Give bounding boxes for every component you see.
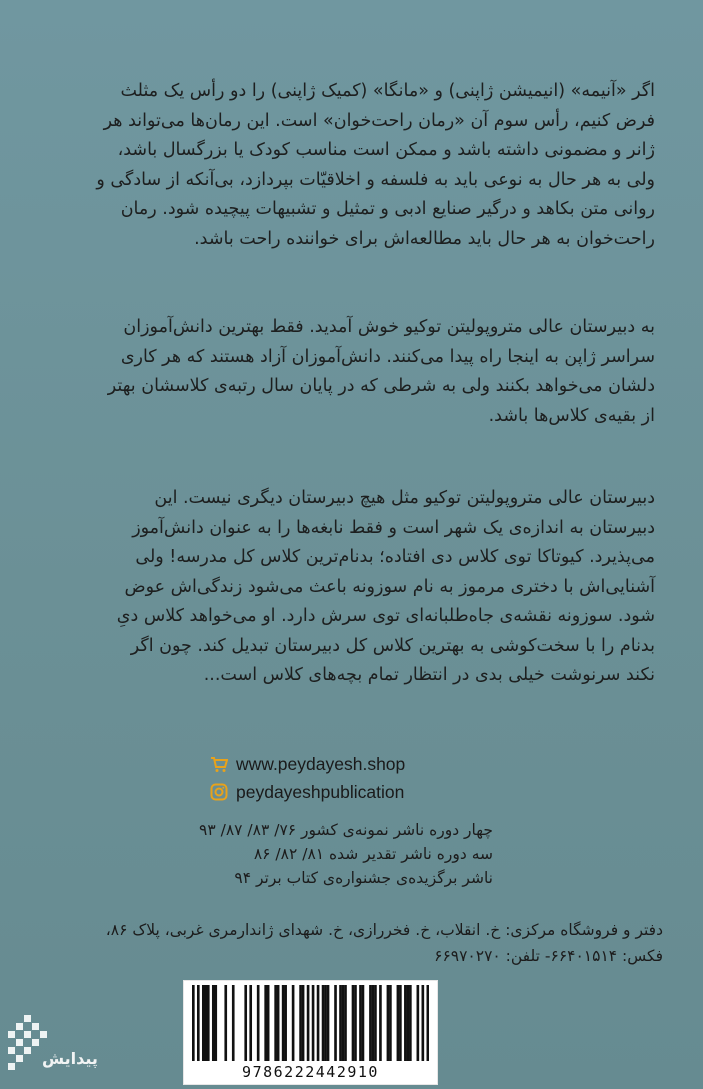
barcode-bar [312, 985, 315, 1061]
barcode-bar [342, 985, 345, 1061]
barcode-bar [212, 985, 215, 1061]
barcode-bar [362, 985, 365, 1061]
blurb-line: آشنایی‌اش با دختری مرموز به نام سوزونه باعث می‌شود زندگی‌اش عوض [124, 576, 655, 597]
barcode-bar [282, 985, 285, 1061]
barcode-bar [292, 985, 295, 1061]
barcode-bar [202, 985, 205, 1061]
blurb-paragraph-1 [55, 77, 655, 254]
blurb-line: به دبیرستان عالی متروپولیتن توکیو خوش آمدید. فقط بهترین دانش‌آموزان [123, 317, 655, 337]
barcode-bar [257, 985, 260, 1061]
barcode-bar [322, 985, 325, 1061]
blurb-line: دبیرستان به اندازه‌ی یک شهر است و فقط نابغه‌ها را به عنوان دانش‌آموز [132, 517, 655, 538]
publisher-logo-name: پیدایش [42, 1049, 98, 1068]
barcode-bar [369, 985, 372, 1061]
instagram-handle: peydayeshpublication [236, 781, 405, 802]
blurb-line: فرض کنیم، رأس سوم آن «رمان راحت‌خوان» است. این رمان‌ها می‌تواند هر [103, 110, 655, 131]
barcode-bar [374, 985, 377, 1061]
barcode-bar [379, 985, 382, 1061]
barcode-bar [339, 985, 342, 1061]
barcode-bar [204, 985, 207, 1061]
barcode-bar [249, 985, 252, 1061]
contact-line: فکس: ۶۶۴۰۱۵۱۴- تلفن: ۶۶۹۷۰۲۷۰ [434, 947, 663, 965]
barcode-bar [397, 985, 400, 1061]
barcode-bar [389, 985, 392, 1061]
publisher-awards [199, 818, 493, 890]
instagram-icon [210, 783, 228, 801]
publisher-logo [8, 1013, 98, 1083]
award-line: سه دوره ناشر تقدیر شده ۸۱/ ۸۲/ ۸۶ [253, 845, 493, 863]
barcode-bar [232, 985, 235, 1061]
barcode-bar [387, 985, 390, 1061]
blurb-line: می‌پذیرد. کیوتاکا توی کلاس دی افتاده؛ بدنام‌ترین کلاس کل مدرسه! ولی [135, 547, 655, 567]
barcode-bar [192, 985, 195, 1061]
barcode-bar [207, 985, 210, 1061]
barcode-bar [299, 985, 302, 1061]
blurb-line: سراسر ژاپن به اینجا راه پیدا می‌کنند. دانش‌آموزان آزاد هستند که هر کاری [120, 346, 655, 367]
barcode-bar [427, 985, 429, 1061]
barcode-bar [352, 985, 355, 1061]
isbn-number: 9786222442910 [242, 1063, 379, 1081]
blurb-line: ژانر و مضمونی داشته باشد و ممکن است مناسب کودک یا بزرگسال باشد، [117, 140, 655, 160]
barcode-bar [327, 985, 330, 1061]
blurb-line: نکند سرنوشت خیلی بدی در انتظار تمام بچه‌های کلاس است... [203, 665, 655, 685]
barcode-bars [192, 985, 429, 1061]
isbn-barcode [183, 980, 438, 1085]
shop-url: www.peydayesh.shop [236, 753, 406, 774]
barcode-bar [359, 985, 362, 1061]
blurb-line: از بقیه‌ی کلاس‌ها باشد. [488, 405, 655, 426]
blurb-line: دلشان می‌خواهد بکنند ولی به شرطی که در پایان سال رتبه‌ی کلاسشان بهتر [107, 376, 655, 396]
instagram-link[interactable] [210, 778, 405, 806]
barcode-bar [197, 985, 200, 1061]
barcode-bar [334, 985, 337, 1061]
award-line: چهار دوره ناشر نمونه‌ی کشور ۷۶/ ۸۳/ ۸۷/ ۹۳ [199, 821, 493, 839]
barcode-bar [404, 985, 407, 1061]
barcode-bar [417, 985, 420, 1061]
barcode-bar [277, 985, 280, 1061]
barcode-bar [244, 985, 247, 1061]
barcode-bar [307, 985, 310, 1061]
award-line: ناشر برگزیده‌ی جشنواره‌ی کتاب برتر ۹۴ [234, 869, 493, 887]
barcode-bar [409, 985, 412, 1061]
blurb-line: دبیرستان عالی متروپولیتن توکیو مثل هیچ دبیرستان دیگری نیست. این [154, 488, 655, 508]
blurb-line: اگر «آنیمه» (انیمیشن ژاپنی) و «مانگا» (کمیک ژاپنی) را دو رأس یک مثلث [120, 81, 655, 101]
barcode-bar [284, 985, 287, 1061]
barcode-bar [317, 985, 320, 1061]
blurb-line: بدنام را با سخت‌کوشی به بهترین کلاس کل دبیرستان تبدیل کند. چون اگر [130, 635, 655, 656]
barcode-bar [302, 985, 305, 1061]
barcode-bar [264, 985, 267, 1061]
shop-link[interactable] [210, 750, 405, 778]
barcode-bar [354, 985, 357, 1061]
barcode-bar [214, 985, 217, 1061]
blurb-paragraph-2 [55, 313, 655, 431]
barcode-bar [422, 985, 425, 1061]
blurb-line: روانی متن بکاهد و درگیر صنایع ادبی و تمثیل و تشبیهات پیچیده شود. رمان [120, 199, 655, 219]
blurb-line: شود. سوزونه نقشه‌ی جاه‌طلبانه‌ای توی سرش دارد. او می‌خواهد کلاس دیِ [116, 606, 655, 626]
barcode-bar [399, 985, 402, 1061]
blurb-line: راحت‌خوان به هر حال باید مطالعه‌اش برای خواننده راحت باشد. [194, 228, 655, 249]
publisher-links [210, 750, 405, 806]
barcode-bar [344, 985, 347, 1061]
barcode-bar [267, 985, 270, 1061]
barcode-bar [224, 985, 227, 1061]
publisher-address [106, 917, 663, 969]
blurb-line: ولی به هر حال به نوعی باید به فلسفه و اخلاقیّات بپردازد، بی‌آنکه از سادگی و [96, 169, 655, 190]
address-line: دفتر و فروشگاه مرکزی: خ. انقلاب، خ. فخررازی، خ. شهدای ژاندارمری غربی، پلاک ۸۶، [105, 921, 663, 939]
shopping-cart-icon [210, 755, 228, 773]
barcode-bar [274, 985, 277, 1061]
barcode-bar [372, 985, 375, 1061]
barcode-bar [324, 985, 327, 1061]
blurb-paragraph-3 [55, 484, 655, 691]
barcode-bar [407, 985, 410, 1061]
